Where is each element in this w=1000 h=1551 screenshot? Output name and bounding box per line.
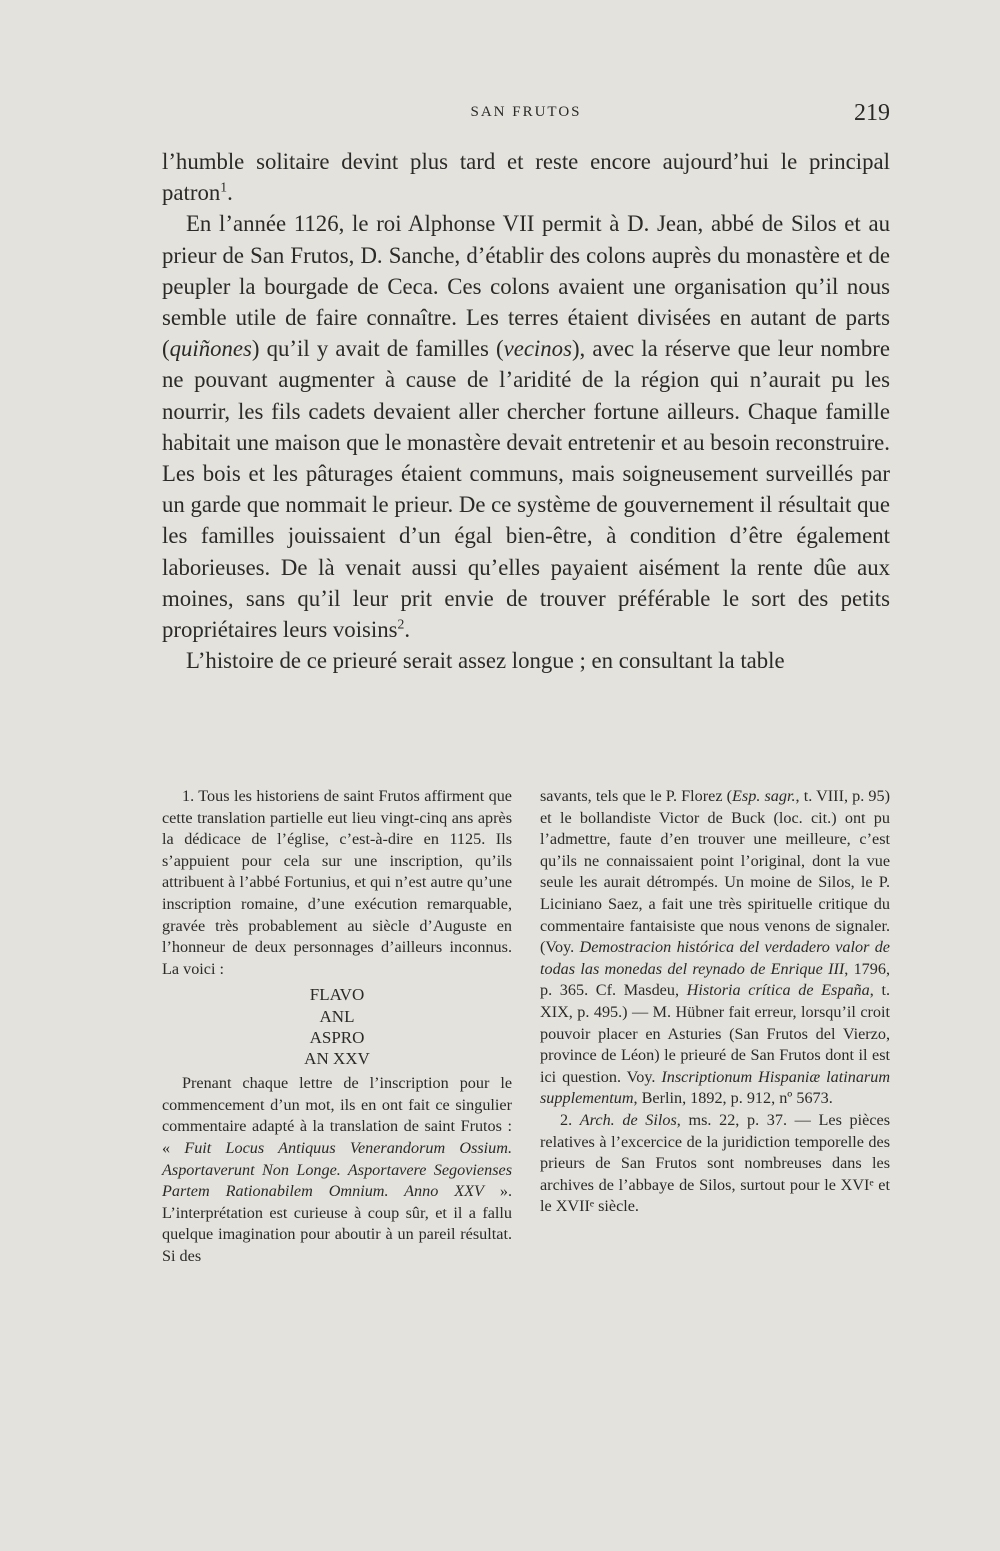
paragraph-1: l’humble solitaire devint plus tard et reste encore aujourd’hui le principal patron$^1$. xyxy=(162,149,890,206)
footnotes xyxy=(162,786,890,1268)
page-header xyxy=(162,100,890,130)
footnotes-right-column xyxy=(540,786,890,1268)
paragraph-2: En l’année 1126, le roi Alphonse VII permit à D. Jean, abbé de Silos et au prieur de San Frutos, D. Sanche, d’établir des colons auprès du monastère et de peupler la bourgade de Ceca. Ces colons avaient une organisation qu’il nous semble utile de faire connaître. Les terres étaient divisées en autant de parts (quiñones) qu’il y avait de familles (vecinos), avec la réserve que leur nombre ne pouvant augmenter à cause de l’aridité de la région qui n’aurait pu les nourrir, les fils cadets devaient aller chercher fortune ailleurs. Chaque famille habitait une maison que le monastère devait entretenir et au besoin reconstruire. Les bois et les pâturages étaient communs, mais soigneusement surveillés par un garde que nommait le prieur. De ce système de gouvernement il résultait que les familles jouissaient d’un égal bien-être, à condition d’être également laborieuses. De là venait aussi qu’elles payaient aisément la rente dûe aux moines, sans qu’il leur prit envie de trouver préférable le sort des petits propriétaires leurs voisins$^2$. xyxy=(162,211,890,643)
inscription-line: ASPRO xyxy=(309,1027,365,1047)
running-title: SAN FRUTOS xyxy=(470,104,582,120)
footnote-2: 2. Arch. de Silos, ms. 22, p. 37. — Les pièces relatives à l’excercice de la juridiction temporelle des prieurs de San Frutos sont nombreuses dans les archives de l’abbaye de Silos, surtout pour le XVIᵉ et le XVIIᵉ siècle. xyxy=(540,1110,890,1216)
page-number: 219 xyxy=(854,100,890,126)
footnote-ref-1: 1 xyxy=(220,179,228,195)
footnote-1-end: savants, tels que le P. Florez (Esp. sagr., t. VIII, p. 95) et le bollandiste Victor de Buck (loc. cit.) ont pu l’admettre, faute d’en trouver une meilleure, c’est qu’ils ne connaissaient point l’original, dont la vue seule les aurait détrompés. Un moine de Silos, le P. Liciniano Saez, a fait une très spirituelle critique du commentaire fantaisiste que nous venons de signaler. (Voy. Demostracion histórica del verdadero valor de todas las monedas del reynado de Enrique III, 1796, p. 365. Cf. Masdeu, Historia crítica de España, t. XIX, p. 495.) — M. Hübner fait erreur, lorsqu’il croit pouvoir placer en Asturies (San Frutos del Vierzo, province de Léon) le prieuré de San Frutos dont il est ici question. Voy. Inscriptionum Hispaniæ latinarum supplementum, Berlin, 1892, p. 912, nº 5673. xyxy=(540,787,891,1108)
inscription-line: AN XXV xyxy=(304,1048,370,1068)
footnote-ref-2: 2 xyxy=(397,616,405,632)
footnote-1: 1. Tous les historiens de saint Frutos affirment que cette translation partielle eut lieu vingt-cinq ans après la dédicace de l’église, c’est-à-dire en 1125. Ils s’appuient pour cela sur une inscription, qu’ils attribuent à l’abbé Fortunius, et qui n’est autre qu’une inscription romaine, d’une exécution remarquable, gravée très probablement au siècle d’Auguste en l’honneur de deux personnages d’ailleurs inconnus. La voici : xyxy=(162,787,512,978)
paragraph-3: L’histoire de ce prieuré serait assez longue ; en consultant la table xyxy=(186,648,785,674)
inscription-line: ANL xyxy=(319,1006,355,1026)
footnotes-left-column xyxy=(162,786,512,1268)
inscription xyxy=(162,984,512,1069)
inscription-line: FLAVO xyxy=(309,985,365,1005)
footnote-1-continued: Prenant chaque lettre de l’inscription pour le commencement d’un mot, ils en ont fait ce singulier commentaire adapté à la translation de saint Frutos : « Fuit Locus Antiquus Venerandorum Ossium. Asportaverunt Non Longe. Asportavere Segovienses Partem Rationabilem Omnium. Anno XXV ». L’interprétation est curieuse à coup sûr, et il a fallu quelque imagination pour aboutir à un pareil résultat. Si des xyxy=(162,1074,513,1265)
main-text xyxy=(162,146,890,676)
